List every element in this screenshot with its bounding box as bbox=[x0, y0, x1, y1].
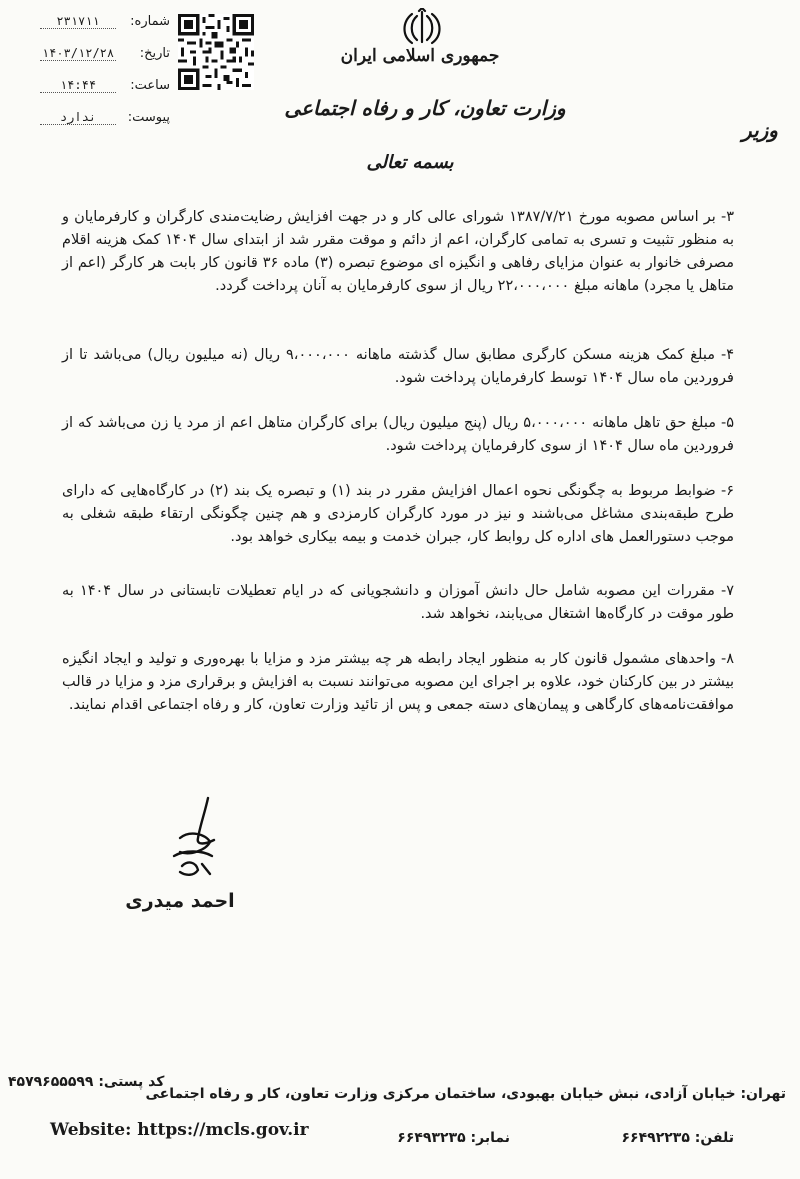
letter-number-value: ۲۳۱۷۱۱ bbox=[40, 14, 116, 29]
footer-postal-code bbox=[8, 1074, 164, 1090]
footer-website: Website: https://mcls.gov.ir bbox=[50, 1120, 309, 1140]
fax-label: نمابر: bbox=[470, 1130, 510, 1146]
letter-date bbox=[40, 46, 170, 68]
invocation: بسمه تعالی bbox=[366, 152, 454, 173]
paragraph-5 bbox=[62, 412, 734, 458]
paragraph-5-text: ۵- مبلغ حق تاهل ماهانه ۵،۰۰۰،۰۰۰ ریال (پنج میلیون ریال) برای کارگران متاهل اعم از مرد یا زن می‌باشد که از فروردین ماه سال ۱۴۰۴ از سوی کارفرمایان پرداخت شود. bbox=[62, 415, 734, 454]
paragraph-3-text: ۳- بر اساس مصوبه مورخ ۱۳۸۷/۷/۲۱ شورای عالی کار و در جهت افزایش رضایت‌مندی کارگران و کارفرمایان و به منظور تثبیت و تسری به تمامی کارگران، اعم از دائم و موقت مقرر شد از ابتدای سال ۱۴۰۴ کمک هزینه اقلام مصرفی خانوار به عنوان مزایای رفاهی و انگیزه ای موضوع تبصره (۳) ماده ۳۶ قانون کار بابت هر کارگر (اعم از متاهل یا مجرد) ماهانه مبلغ ۲۲،۰۰۰،۰۰۰ ریال از سوی کارفرمایان به آنان پرداخت گردد. bbox=[62, 209, 734, 294]
letter-number-label: شماره: bbox=[130, 14, 170, 29]
phone-label: تلفن: bbox=[694, 1130, 734, 1146]
letter-time-label: ساعت: bbox=[130, 78, 170, 93]
footer-fax bbox=[397, 1130, 510, 1146]
signatory-name: احمد میدری bbox=[125, 890, 235, 912]
letter-attachment bbox=[40, 110, 170, 132]
paragraph-7-text: ۷- مقررات این مصوبه شامل حال دانش آموزان و دانشجویانی که در ایام تعطیلات تابستانی در سال ۱۴۰۴ به طور موقت در کارگاه‌ها اشتغال می‌یابند، نخواهد شد. bbox=[62, 583, 734, 622]
letter-date-value: ۱۴۰۳/۱۲/۲۸ bbox=[41, 46, 115, 60]
paragraph-6 bbox=[62, 480, 734, 549]
letter-date-label: تاریخ: bbox=[139, 46, 170, 61]
footer-address: تهران: خیابان آزادی، نبش خیابان بهبودی، ساختمان مرکزی وزارت تعاون، کار و رفاه اجتماعی bbox=[145, 1086, 786, 1102]
signature-block bbox=[110, 790, 250, 930]
republic-title: جمهوری اسلامی ایران bbox=[340, 46, 500, 66]
handwritten-signature-icon bbox=[110, 790, 250, 890]
paragraph-3 bbox=[62, 206, 734, 298]
phone-value: ۶۶۴۹۲۲۳۵ bbox=[621, 1130, 690, 1146]
paragraph-6-text: ۶- ضوابط مربوط به چگونگی نحوه اعمال افزایش مقرر در بند (۱) و تبصره یک بند (۲) در کارگاه‌هایی که دارای طرح طبقه‌بندی مشاغل می‌باشند و نیز در مورد کارگران کارمزدی و هم چنین چگونگی ارتقاء طبقه شغلی به موجب دستورالعمل های اداره کل روابط کار، جبران خدمت و بیمه بیکاری خواهد بود. bbox=[62, 483, 735, 545]
letter-time bbox=[40, 78, 170, 100]
footer-phone bbox=[622, 1130, 734, 1146]
postal-code-value: ۴۵۷۹۶۵۵۵۹۹ bbox=[8, 1074, 94, 1090]
emblem-icon bbox=[398, 8, 446, 48]
letter-time-value: ۱۴:۴۴ bbox=[40, 78, 116, 93]
fax-value: ۶۶۴۹۳۲۳۵ bbox=[397, 1130, 466, 1146]
paragraph-8 bbox=[62, 648, 734, 717]
letter-number bbox=[40, 14, 170, 36]
paragraph-4-text: ۴- مبلغ کمک هزینه مسکن کارگری مطابق سال گذشته ماهانه ۹،۰۰۰،۰۰۰ ریال (نه میلیون ریال) می‌باشد تا از فروردین ماه سال ۱۴۰۴ توسط کارفرمایان پرداخت شود. bbox=[62, 347, 734, 386]
paragraph-7 bbox=[62, 580, 734, 626]
paragraph-4 bbox=[62, 344, 734, 390]
ministry-title: وزارت تعاون، کار و رفاه اجتماعی bbox=[284, 96, 566, 120]
paragraph-8-text: ۸- واحدهای مشمول قانون کار به منظور ایجاد رابطه هر چه بیشتر مزد و مزایا با بهره‌وری و تولید و ایجاد انگیزه بیشتر در بین کارکنان خود، علاوه بر اجرای این مصوبه می‌توانند نسبت به افزایش و برقراری مزد و مزایا در قالب موافقت‌نامه‌های کارگاهی و پیمان‌های دسته جمعی و پس از تائید وزارت تعاون، کار و رفاه اجتماعی اقدام نمایند. bbox=[62, 651, 734, 713]
qr-code-icon bbox=[178, 14, 254, 90]
letter-attachment-value: ندارد bbox=[40, 110, 116, 125]
postal-code-label: کد پستی: bbox=[98, 1074, 165, 1090]
letter-attachment-label: پیوست: bbox=[127, 110, 170, 125]
minister-title: وزیر bbox=[742, 118, 778, 142]
